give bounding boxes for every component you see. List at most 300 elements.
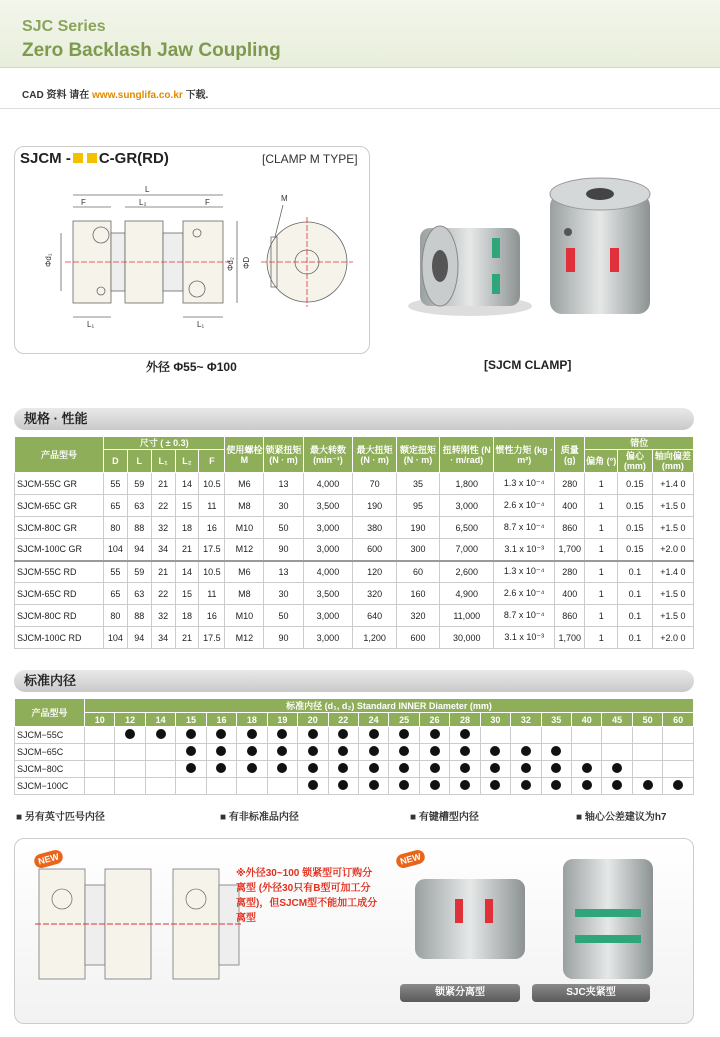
diameter-cell bbox=[511, 744, 541, 761]
col-size: 尺寸 ( ± 0.3) bbox=[103, 437, 224, 450]
spec-cell: 65 bbox=[103, 495, 127, 517]
available-dot-icon bbox=[490, 746, 500, 756]
diameter-cell bbox=[358, 744, 388, 761]
available-dot-icon bbox=[277, 746, 287, 756]
col-maxtorque: 最大扭矩 (N · m) bbox=[353, 437, 396, 473]
available-dot-icon bbox=[369, 746, 379, 756]
product-photo bbox=[400, 156, 710, 356]
technical-drawing bbox=[15, 147, 371, 355]
available-dot-icon bbox=[582, 780, 592, 790]
spec-cell: 0.15 bbox=[617, 495, 652, 517]
spec-cell: 21 bbox=[175, 627, 199, 649]
available-dot-icon bbox=[308, 763, 318, 773]
available-dot-icon bbox=[521, 746, 531, 756]
spec-cell: 280 bbox=[555, 561, 585, 583]
available-dot-icon bbox=[186, 746, 196, 756]
diameter-cell bbox=[632, 727, 662, 744]
spec-cell: 34 bbox=[151, 539, 175, 561]
size-header: 22 bbox=[328, 713, 358, 727]
spec-cell: 4,000 bbox=[303, 473, 353, 495]
dim-L2: L₂ bbox=[139, 198, 147, 207]
size-header: 19 bbox=[267, 713, 297, 727]
diameter-cell bbox=[358, 761, 388, 778]
spec-cell: 3,000 bbox=[303, 517, 353, 539]
spec-cell: 1,700 bbox=[555, 539, 585, 561]
diameter-cell bbox=[328, 778, 358, 795]
col-F: F bbox=[199, 450, 225, 473]
spec-cell: 160 bbox=[396, 583, 439, 605]
available-dot-icon bbox=[216, 746, 226, 756]
spec-cell: 320 bbox=[353, 583, 396, 605]
available-dot-icon bbox=[125, 729, 135, 739]
spec-cell: 1,800 bbox=[440, 473, 494, 495]
spec-cell: 2,600 bbox=[440, 561, 494, 583]
spec-cell: 0.15 bbox=[617, 539, 652, 561]
diameter-cell bbox=[632, 778, 662, 795]
diameter-cell bbox=[267, 778, 297, 795]
diameter-cell bbox=[450, 761, 480, 778]
col-angular: 偏角 (°) bbox=[585, 450, 618, 473]
available-dot-icon bbox=[430, 746, 440, 756]
available-dot-icon bbox=[430, 763, 440, 773]
spec-cell: 300 bbox=[396, 539, 439, 561]
col-D: D bbox=[103, 450, 127, 473]
diameter-cell bbox=[663, 727, 694, 744]
available-dot-icon bbox=[582, 763, 592, 773]
col-speed: 最大转数 (min⁻¹) bbox=[303, 437, 353, 473]
available-dot-icon bbox=[338, 763, 348, 773]
product-title: Zero Backlash Jaw Coupling bbox=[22, 40, 281, 61]
size-header: 24 bbox=[358, 713, 388, 727]
available-dot-icon bbox=[216, 729, 226, 739]
col-inertia: 惯性力矩 (kg · m²) bbox=[494, 437, 555, 473]
available-dot-icon bbox=[247, 729, 257, 739]
spec-cell: 280 bbox=[555, 473, 585, 495]
spec-cell: +1.4 0 bbox=[652, 561, 693, 583]
diameter-cell bbox=[298, 727, 328, 744]
diameter-cell bbox=[115, 778, 145, 795]
model-code-suffix: C-GR(RD) bbox=[98, 150, 169, 167]
col-L2: L₂ bbox=[175, 450, 199, 473]
spec-cell: 94 bbox=[127, 627, 151, 649]
size-header: 32 bbox=[511, 713, 541, 727]
spec-cell: 32 bbox=[151, 517, 175, 539]
placeholder-box bbox=[87, 153, 97, 163]
diameter-cell bbox=[450, 778, 480, 795]
photo-caption: [SJCM CLAMP] bbox=[484, 358, 572, 372]
spec-cell: 7,000 bbox=[440, 539, 494, 561]
size-header: 28 bbox=[450, 713, 480, 727]
spec-cell: +1.4 0 bbox=[652, 473, 693, 495]
col-misalignment: 错位 bbox=[585, 437, 694, 450]
spec-cell: M8 bbox=[225, 583, 264, 605]
available-dot-icon bbox=[521, 780, 531, 790]
spec-cell: 120 bbox=[353, 561, 396, 583]
model-cell: SJCM−100C bbox=[15, 778, 85, 795]
cad-notice bbox=[22, 86, 208, 101]
spec-cell: 59 bbox=[127, 561, 151, 583]
spec-cell: 88 bbox=[127, 517, 151, 539]
diameter-cell bbox=[85, 727, 115, 744]
inner-row bbox=[15, 778, 694, 795]
spec-cell: 0.1 bbox=[617, 583, 652, 605]
spec-cell: 1 bbox=[585, 583, 618, 605]
spec-cell: 11 bbox=[199, 495, 225, 517]
spec-cell: 21 bbox=[151, 473, 175, 495]
spec-cell: 3,500 bbox=[303, 495, 353, 517]
dim-M: M bbox=[281, 194, 288, 203]
spec-cell: 860 bbox=[555, 517, 585, 539]
available-dot-icon bbox=[247, 763, 257, 773]
spec-cell: 50 bbox=[264, 517, 303, 539]
available-dot-icon bbox=[490, 780, 500, 790]
spec-cell: M10 bbox=[225, 605, 264, 627]
spec-cell: 0.1 bbox=[617, 605, 652, 627]
available-dot-icon bbox=[399, 763, 409, 773]
spec-cell: 0.15 bbox=[617, 517, 652, 539]
spec-cell: 0.1 bbox=[617, 561, 652, 583]
diameter-cell bbox=[298, 744, 328, 761]
diameter-cell bbox=[480, 761, 510, 778]
diameter-cell bbox=[358, 727, 388, 744]
spec-cell: 88 bbox=[127, 605, 151, 627]
legend-inch: ■ 另有英寸匹号内径 bbox=[16, 812, 105, 823]
new-badge-right: NEW bbox=[395, 848, 427, 869]
size-header: 15 bbox=[176, 713, 206, 727]
spec-cell: 3,500 bbox=[303, 583, 353, 605]
size-header: 25 bbox=[389, 713, 419, 727]
model-cell: SJCM-55C RD bbox=[15, 561, 104, 583]
spec-cell: 30 bbox=[264, 583, 303, 605]
diameter-cell bbox=[572, 744, 602, 761]
spec-cell: 80 bbox=[103, 517, 127, 539]
spec-cell: 1 bbox=[585, 627, 618, 649]
col-inner-title: 标准内径 (d₁, d₂) Standard INNER Diameter (mm) bbox=[85, 699, 694, 713]
spec-cell: 55 bbox=[103, 561, 127, 583]
spec-cell: 90 bbox=[264, 627, 303, 649]
diameter-cell bbox=[328, 761, 358, 778]
size-header: 30 bbox=[480, 713, 510, 727]
diameter-cell bbox=[298, 761, 328, 778]
spec-cell: 34 bbox=[151, 627, 175, 649]
diameter-cell bbox=[145, 778, 175, 795]
diameter-cell bbox=[480, 727, 510, 744]
spec-cell: 16 bbox=[199, 605, 225, 627]
dim-D: ΦD bbox=[242, 256, 251, 269]
available-dot-icon bbox=[490, 763, 500, 773]
diameter-cell bbox=[663, 778, 694, 795]
spec-cell: 1 bbox=[585, 539, 618, 561]
spec-cell: 3.1 x 10⁻³ bbox=[494, 627, 555, 649]
diameter-cell bbox=[632, 744, 662, 761]
spec-cell: 4,000 bbox=[303, 561, 353, 583]
available-dot-icon bbox=[430, 780, 440, 790]
page-header bbox=[0, 0, 720, 68]
diameter-cell bbox=[237, 744, 267, 761]
spec-cell: 104 bbox=[103, 627, 127, 649]
dim-F-left: F bbox=[81, 198, 86, 207]
diameter-cell bbox=[145, 761, 175, 778]
diameter-cell bbox=[206, 744, 236, 761]
available-dot-icon bbox=[277, 729, 287, 739]
spec-cell: 1.3 x 10⁻⁴ bbox=[494, 473, 555, 495]
spec-cell: 13 bbox=[264, 561, 303, 583]
available-dot-icon bbox=[369, 780, 379, 790]
available-dot-icon bbox=[338, 729, 348, 739]
spec-cell: 3,000 bbox=[303, 539, 353, 561]
col-stiffness: 扭转刚性 (N · m/rad) bbox=[440, 437, 494, 473]
spec-cell: 1 bbox=[585, 473, 618, 495]
diameter-cell bbox=[145, 744, 175, 761]
legend-tolerance: ■ 轴心公差建议为h7 bbox=[576, 812, 667, 823]
diameter-cell bbox=[572, 778, 602, 795]
diameter-cell bbox=[511, 778, 541, 795]
spec-cell: 11,000 bbox=[440, 605, 494, 627]
spec-cell: 63 bbox=[127, 495, 151, 517]
available-dot-icon bbox=[186, 763, 196, 773]
spec-row bbox=[15, 561, 694, 583]
drawing-panel bbox=[14, 146, 370, 354]
spec-cell: 2.6 x 10⁻⁴ bbox=[494, 495, 555, 517]
spec-row bbox=[15, 627, 694, 649]
legend-keyway: ■ 有键槽型内径 bbox=[410, 812, 479, 823]
diameter-cell bbox=[298, 778, 328, 795]
spec-cell: M10 bbox=[225, 517, 264, 539]
diameter-cell bbox=[511, 761, 541, 778]
diameter-cell bbox=[541, 727, 571, 744]
available-dot-icon bbox=[369, 729, 379, 739]
model-cell: SJCM-100C RD bbox=[15, 627, 104, 649]
size-header: 40 bbox=[572, 713, 602, 727]
sjc-clamp-button[interactable]: SJC夹紧型 bbox=[532, 984, 650, 1002]
spec-cell: 3,000 bbox=[303, 605, 353, 627]
diameter-cell bbox=[389, 727, 419, 744]
legend-nonstandard: ■ 有非标准品内径 bbox=[220, 812, 299, 823]
diameter-cell bbox=[389, 761, 419, 778]
available-dot-icon bbox=[216, 763, 226, 773]
diameter-cell bbox=[206, 761, 236, 778]
diameter-cell bbox=[541, 761, 571, 778]
spec-cell: 10.5 bbox=[199, 473, 225, 495]
available-dot-icon bbox=[551, 746, 561, 756]
diameter-cell bbox=[419, 744, 449, 761]
diameter-cell bbox=[602, 727, 632, 744]
spec-cell: 30 bbox=[264, 495, 303, 517]
diameter-cell bbox=[85, 778, 115, 795]
spec-cell: 55 bbox=[103, 473, 127, 495]
model-code bbox=[20, 150, 169, 167]
available-dot-icon bbox=[551, 763, 561, 773]
diameter-cell bbox=[419, 761, 449, 778]
spec-cell: 3,000 bbox=[440, 495, 494, 517]
dim-F-right: F bbox=[205, 198, 210, 207]
spec-cell: 22 bbox=[151, 583, 175, 605]
inner-row bbox=[15, 744, 694, 761]
spec-cell: 2.6 x 10⁻⁴ bbox=[494, 583, 555, 605]
new-badge-left: NEW bbox=[33, 848, 65, 869]
model-cell: SJCM−55C bbox=[15, 727, 85, 744]
diameter-cell bbox=[85, 744, 115, 761]
spec-cell: 600 bbox=[396, 627, 439, 649]
available-dot-icon bbox=[156, 729, 166, 739]
spec-cell: 400 bbox=[555, 495, 585, 517]
spec-cell: 1.3 x 10⁻⁴ bbox=[494, 561, 555, 583]
diameter-cell bbox=[572, 727, 602, 744]
available-dot-icon bbox=[186, 729, 196, 739]
available-dot-icon bbox=[460, 763, 470, 773]
spec-cell: 17.5 bbox=[199, 627, 225, 649]
diameter-cell bbox=[267, 727, 297, 744]
spec-cell: M6 bbox=[225, 473, 264, 495]
available-dot-icon bbox=[399, 746, 409, 756]
spec-cell: 10.5 bbox=[199, 561, 225, 583]
spec-cell: 70 bbox=[353, 473, 396, 495]
diameter-cell bbox=[328, 727, 358, 744]
spec-cell: 32 bbox=[151, 605, 175, 627]
clamp-separate-button[interactable]: 锁紧分离型 bbox=[400, 984, 520, 1002]
diameter-cell bbox=[115, 727, 145, 744]
diameter-cell bbox=[115, 761, 145, 778]
spec-cell: 21 bbox=[151, 561, 175, 583]
diameter-cell bbox=[450, 744, 480, 761]
col-model: 产品型号 bbox=[15, 699, 85, 727]
spec-cell: 4,900 bbox=[440, 583, 494, 605]
diameter-cell bbox=[480, 744, 510, 761]
divider bbox=[0, 108, 720, 109]
spec-cell: 640 bbox=[353, 605, 396, 627]
spec-row bbox=[15, 473, 694, 495]
available-dot-icon bbox=[308, 780, 318, 790]
size-header: 14 bbox=[145, 713, 175, 727]
available-dot-icon bbox=[338, 780, 348, 790]
spec-row bbox=[15, 539, 694, 561]
dim-L: L bbox=[145, 185, 150, 194]
size-header: 20 bbox=[298, 713, 328, 727]
spec-cell: 22 bbox=[151, 495, 175, 517]
spec-cell: M8 bbox=[225, 495, 264, 517]
diameter-cell bbox=[632, 761, 662, 778]
diameter-cell bbox=[145, 727, 175, 744]
cad-link[interactable]: www.sunglifa.co.kr bbox=[92, 90, 183, 101]
model-cell: SJCM-65C RD bbox=[15, 583, 104, 605]
size-header: 45 bbox=[602, 713, 632, 727]
spec-cell: 1 bbox=[585, 495, 618, 517]
spec-cell: 80 bbox=[103, 605, 127, 627]
spec-cell: +1.5 0 bbox=[652, 605, 693, 627]
col-mass: 质量 (g) bbox=[555, 437, 585, 473]
spec-cell: 60 bbox=[396, 561, 439, 583]
spec-section-header: 规格 · 性能 bbox=[14, 408, 694, 430]
spec-cell: 90 bbox=[264, 539, 303, 561]
diameter-cell bbox=[237, 727, 267, 744]
diameter-cell bbox=[663, 744, 694, 761]
dim-d2: Φd₂ bbox=[226, 257, 235, 271]
spec-cell: 190 bbox=[396, 517, 439, 539]
spec-cell: 0.15 bbox=[617, 473, 652, 495]
inner-diameter-table bbox=[14, 698, 694, 795]
diameter-cell bbox=[663, 761, 694, 778]
inner-row bbox=[15, 727, 694, 744]
model-cell: SJCM−80C bbox=[15, 761, 85, 778]
spec-cell: 17.5 bbox=[199, 539, 225, 561]
col-torque: 锁紧扭矩 (N · m) bbox=[264, 437, 303, 473]
col-screw: 使用螺栓 M bbox=[225, 437, 264, 473]
clamp-type-label: [CLAMP M TYPE] bbox=[262, 152, 358, 166]
diameter-cell bbox=[328, 744, 358, 761]
spec-row bbox=[15, 583, 694, 605]
diameter-cell bbox=[602, 761, 632, 778]
spec-cell: M12 bbox=[225, 539, 264, 561]
diameter-cell bbox=[358, 778, 388, 795]
spec-cell: 13 bbox=[264, 473, 303, 495]
available-dot-icon bbox=[460, 780, 470, 790]
available-dot-icon bbox=[308, 746, 318, 756]
size-header: 35 bbox=[541, 713, 571, 727]
size-header: 60 bbox=[663, 713, 694, 727]
available-dot-icon bbox=[460, 746, 470, 756]
spec-cell: M6 bbox=[225, 561, 264, 583]
inner-section-header: 标准内径 bbox=[14, 670, 694, 692]
spec-cell: 59 bbox=[127, 473, 151, 495]
spec-cell: +1.5 0 bbox=[652, 583, 693, 605]
spec-row bbox=[15, 495, 694, 517]
spec-cell: +2.0 0 bbox=[652, 539, 693, 561]
diameter-cell bbox=[541, 778, 571, 795]
available-dot-icon bbox=[460, 729, 470, 739]
diameter-cell bbox=[389, 744, 419, 761]
spec-cell: 15 bbox=[175, 583, 199, 605]
col-model: 产品型号 bbox=[15, 437, 104, 473]
available-dot-icon bbox=[612, 780, 622, 790]
spec-cell: 18 bbox=[175, 605, 199, 627]
size-header: 12 bbox=[115, 713, 145, 727]
diameter-cell bbox=[206, 727, 236, 744]
available-dot-icon bbox=[673, 780, 683, 790]
diameter-cell bbox=[419, 727, 449, 744]
dim-L1-left: L₁ bbox=[87, 320, 95, 329]
spec-cell: 6,500 bbox=[440, 517, 494, 539]
spec-cell: 14 bbox=[175, 473, 199, 495]
spec-cell: 3.1 x 10⁻³ bbox=[494, 539, 555, 561]
spec-cell: 35 bbox=[396, 473, 439, 495]
spec-cell: 14 bbox=[175, 561, 199, 583]
spec-cell: 3,000 bbox=[303, 627, 353, 649]
available-dot-icon bbox=[369, 763, 379, 773]
diameter-cell bbox=[267, 744, 297, 761]
spec-cell: 95 bbox=[396, 495, 439, 517]
available-dot-icon bbox=[612, 763, 622, 773]
spec-cell: 190 bbox=[353, 495, 396, 517]
col-axial: 轴向偏差 (mm) bbox=[652, 450, 693, 473]
spec-cell: 65 bbox=[103, 583, 127, 605]
size-header: 18 bbox=[237, 713, 267, 727]
separation-note: ※外径30~100 锁紧型可订购分离型 (外径30只有B型可加工分离型)，但SJCM型不能加工成分离型 bbox=[236, 868, 378, 924]
spec-cell: 104 bbox=[103, 539, 127, 561]
available-dot-icon bbox=[399, 780, 409, 790]
diameter-cell bbox=[572, 761, 602, 778]
spec-cell: 8.7 x 10⁻⁴ bbox=[494, 517, 555, 539]
spec-cell: 8.7 x 10⁻⁴ bbox=[494, 605, 555, 627]
cad-suffix: 下载. bbox=[185, 90, 209, 101]
spec-cell: 1,200 bbox=[353, 627, 396, 649]
diameter-cell bbox=[176, 727, 206, 744]
spec-cell: 15 bbox=[175, 495, 199, 517]
spec-cell: 16 bbox=[199, 517, 225, 539]
diameter-cell bbox=[602, 778, 632, 795]
available-dot-icon bbox=[338, 746, 348, 756]
diameter-cell bbox=[176, 778, 206, 795]
spec-cell: 1 bbox=[585, 605, 618, 627]
